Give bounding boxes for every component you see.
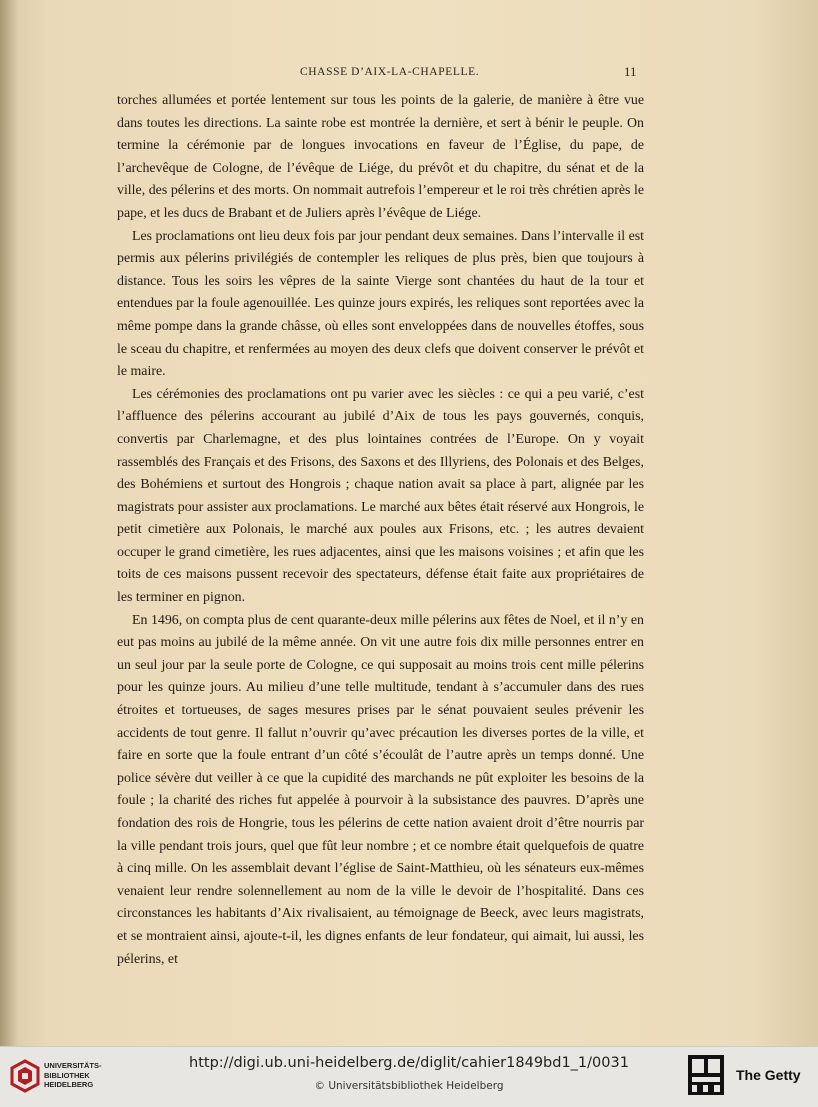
page-header <box>0 66 818 84</box>
page-number: 11 <box>624 64 637 79</box>
body-text <box>117 90 644 971</box>
logo-line: BIBLIOTHEK <box>44 1070 90 1080</box>
paragraph-3: Les cérémonies des proclamations ont pu varier avec les siècles : ce qui a peu varié, c’est l’affluence des pélerins accourant au jubilé d’Aix de tous les pays gouvernés, conquis, convertis par Charlemagne, et des plus lointaines contrées de l’Europe. On y voyait rassemblés des Français et des Frisons, des Saxons et des Illyriens, des Polonais et des Belges, des Bohémiens et surtout des Hongrois ; chaque nation avait sa place à part, alignée par les magistrats pour assister aux proclamations. Le marché aux bêtes était réservé aux Hongrois, le petit cimetière aux Polonais, le marché aux poules aux Frisons, etc. ; les autres devaient occuper le grand cimetière, les rues adjacentes, ainsi que les maisons voisines ; et afin que les toits de ces maisons pussent recevoir des spectateurs, défense était faite aux propriétaires de les terminer en pignon. <box>117 386 644 606</box>
paragraph-2: Les proclamations ont lieu deux fois par jour pendant deux semaines. Dans l’intervalle il est permis aux pélerins privilégiés de contempler les reliques de plus près, bien que toujours à distance. Tous les soirs les vêpres de la sainte Vierge sont chantées du haut de la tour et entendues par la foule agenouillée. Les quinze jours expirés, les reliques sont reportées avec la même pompe dans la grande châsse, où elles sont enveloppées dans de nouvelles étoffes, sous le sceau du chapitre, et renfermées au moyen des deux clefs que doivent conserver le prévôt et le maire. <box>117 228 644 380</box>
paragraph-1: torches allumées et portée lentement sur tous les points de la galerie, de manière à être vue dans toutes les directions. La sainte robe est montrée la dernière, et sert à bénir le peuple. On termine la cérémonie par de longues invocations en faveur de l’Église, du pape, de l’archevêque de Cologne, de l’évêque de Liége, du prévôt et du chapitre, du sénat et de la ville, des pélerins et des morts. On nommait autrefois l’empereur et le roi très chrétien après le pape, et les ducs de Brabant et de Juliers après l’évêque de Liége. <box>117 93 644 221</box>
viewer-footer <box>0 1046 818 1107</box>
logo-line: UNIVERSITÄTS- <box>44 1061 102 1070</box>
getty-logo[interactable] <box>688 1053 810 1101</box>
paragraph-4: En 1496, on compta plus de cent quarante-deux mille pélerins aux fêtes de Noel, et il n’y en eut pas moins au jubilé de la même année. On vit une autre fois dix mille personnes entrer en un seul jour par la seule porte de Cologne, ce qui supposait au moins trois cent mille pélerins pour les quinze jours. Au milieu d’une telle multitude, tendant à s’accumuler dans des rues étroites et tortueuses, de sages mesures prises par le sénat pouvaient seules prévenir les accidents de tout genre. Il fallut n’ouvrir qu’avec précaution les diverses portes de la ville, et faire en sorte que la foule entrant d’un côté s’écoulât de l’autre après un temps donné. Une police sévère dut veiller à ce que la cupidité des marchands ne pût exploiter les besoins de la foule ; la charité des riches fut appelée à pourvoir à la subsistance des pauvres. D’après une fondation des rois de Hongrie, tous les pélerins de cette nation avaient droit d’être nourris par la ville pendant trois jours, quel que fût leur nombre ; et ce nombre était quelquefois de quatre à cinq mille. On les assemblait devant l’église de Saint-Matthieu, où les sénateurs eux-mêmes venaient leur rendre solennellement au nom de la ville le devoir de l’hospitalité. Dans ces circonstances les habitants d’Aix rivalisaient, au témoignage de Beeck, avec leurs magistrats, et se montraient ainsi, ajoute-t-il, les dignes enfants de leur fondateur, qui aimait, lui aussi, les pélerins, et <box>117 612 644 967</box>
permalink-url[interactable]: http://digi.ub.uni-heidelberg.de/diglit/cahier1849bd1_1/0031 <box>189 1055 629 1071</box>
getty-logo-icon <box>688 1055 724 1095</box>
getty-logo-text: The Getty <box>736 1067 801 1083</box>
copyright-notice: © Universitätsbibliothek Heidelberg <box>314 1080 504 1092</box>
running-title: CHASSE D’AIX-LA-CHAPELLE. <box>300 66 480 78</box>
logo-line: HEIDELBERG <box>44 1080 94 1089</box>
